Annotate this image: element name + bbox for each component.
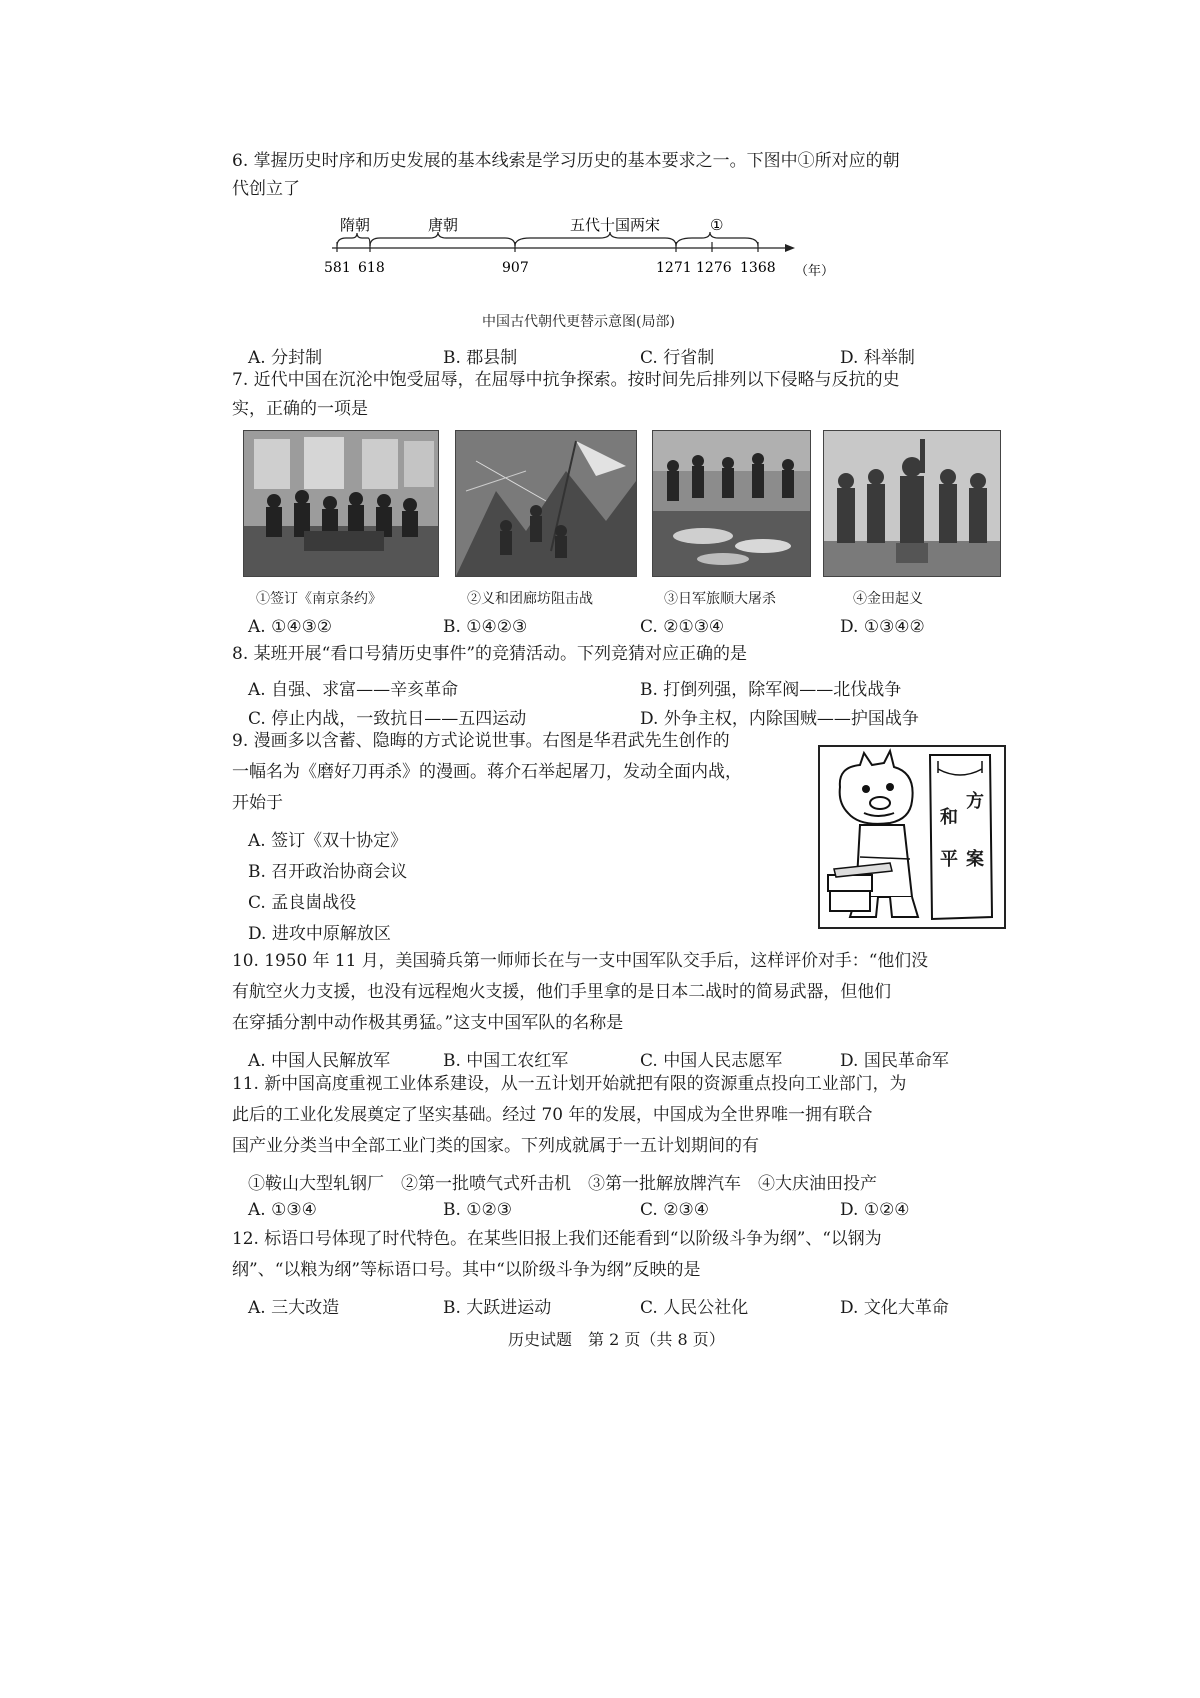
q10-stem-line1: 10. 1950 年 11 月，美国骑兵第一师师长在与一支中国军队交手后，这样评价对手：“他们没 xyxy=(232,951,929,971)
q7-option-d: D. ①③④② xyxy=(840,617,925,637)
cartoon-char-an: 案 xyxy=(966,849,984,870)
timeline-label-sui: 隋朝 xyxy=(340,216,371,234)
timeline-label-circle1: ① xyxy=(710,216,724,234)
cartoon-sharpen-knife xyxy=(818,745,1006,929)
q7-stem-line2: 实，正确的一项是 xyxy=(232,399,368,419)
page-footer: 历史试题 第 2 页（共 8 页） xyxy=(508,1330,725,1349)
cartoon-char-ping: 平 xyxy=(940,849,958,870)
q12-option-a: A. 三大改造 xyxy=(248,1298,340,1318)
timeline-year-1368: 1368 xyxy=(740,260,776,276)
caption-2: ②义和团廊坊阻击战 xyxy=(467,591,593,607)
q11-option-b: B. ①②③ xyxy=(443,1200,513,1220)
q9-stem-line3: 开始于 xyxy=(232,793,283,813)
caption-3: ③日军旅顺大屠杀 xyxy=(664,591,776,607)
dynasty-timeline xyxy=(324,216,860,306)
q12-option-d: D. 文化大革命 xyxy=(840,1298,949,1318)
q11-stem-line1: 11. 新中国高度重视工业体系建设，从一五计划开始就把有限的资源重点投向工业部门，为 xyxy=(232,1074,907,1094)
q8-option-b: B. 打倒列强，除军阀——北伐战争 xyxy=(640,680,902,700)
photo-lushun-massacre xyxy=(652,430,811,577)
timeline-year-581: 581 xyxy=(324,260,351,276)
q11-stem-line2: 此后的工业化发展奠定了坚实基础。经过 70 年的发展，中国成为全世界唯一拥有联合 xyxy=(232,1105,873,1125)
q8-option-a: A. 自强、求富——辛亥革命 xyxy=(248,680,459,700)
q6-option-d: D. 科举制 xyxy=(840,348,915,368)
q10-stem-line3: 在穿插分割中动作极其勇猛。”这支中国军队的名称是 xyxy=(232,1013,624,1033)
timeline-year-1276: 1276 xyxy=(696,260,732,276)
q10-option-a: A. 中国人民解放军 xyxy=(248,1051,391,1071)
cartoon-char-he: 和 xyxy=(940,807,958,828)
q6-option-a: A. 分封制 xyxy=(248,348,323,368)
q11-option-a: A. ①③④ xyxy=(248,1200,317,1220)
q10-stem-line2: 有航空火力支援，也没有远程炮火支援，他们手里拿的是日本二战时的简易武器，但他们 xyxy=(232,982,892,1002)
q11-stem-line3: 国产业分类当中全部工业门类的国家。下列成就属于一五计划期间的有 xyxy=(232,1136,759,1156)
q8-stem: 8. 某班开展“看口号猜历史事件”的竞猜活动。下列竞猜对应正确的是 xyxy=(232,644,748,664)
q12-option-b: B. 大跃进运动 xyxy=(443,1298,552,1318)
timeline-year-618: 618 xyxy=(358,260,385,276)
q6-option-b: B. 郡县制 xyxy=(443,348,518,368)
q7-option-b: B. ①④②③ xyxy=(443,617,528,637)
timeline-caption: 中国古代朝代更替示意图(局部) xyxy=(482,314,675,330)
q9-option-a: A. 签订《双十协定》 xyxy=(248,831,408,851)
photo-nanjing-treaty xyxy=(243,430,439,577)
q11-option-c: C. ②③④ xyxy=(640,1200,709,1220)
q11-items: ①鞍山大型轧钢厂 ②第一批喷气式歼击机 ③第一批解放牌汽车 ④大庆油田投产 xyxy=(248,1174,877,1194)
timeline-label-tang: 唐朝 xyxy=(428,216,459,234)
q10-option-d: D. 国民革命军 xyxy=(840,1051,949,1071)
q8-option-c: C. 停止内战，一致抗日——五四运动 xyxy=(248,709,527,729)
q9-stem-line1: 9. 漫画多以含蓄、隐晦的方式论说世事。右图是华君武先生创作的 xyxy=(232,731,730,751)
caption-1: ①签订《南京条约》 xyxy=(256,591,382,607)
q9-option-d: D. 进攻中原解放区 xyxy=(248,924,391,944)
caption-4: ④金田起义 xyxy=(853,591,923,607)
q6-stem-line1: 6. 掌握历史时序和历史发展的基本线索是学习历史的基本要求之一。下图中①所对应的朝 xyxy=(232,151,900,171)
timeline-braces xyxy=(337,232,758,246)
timeline-ticks xyxy=(337,242,758,252)
q8-option-d: D. 外争主权，内除国贼——护国战争 xyxy=(640,709,919,729)
q7-option-a: A. ①④③② xyxy=(248,617,333,637)
q12-option-c: C. 人民公社化 xyxy=(640,1298,749,1318)
timeline-unit: （年） xyxy=(795,264,835,279)
q6-option-c: C. 行省制 xyxy=(640,348,715,368)
q9-stem-line2: 一幅名为《磨好刀再杀》的漫画。蒋介石举起屠刀，发动全面内战， xyxy=(232,762,742,782)
timeline-label-wudai-song: 五代十国两宋 xyxy=(570,216,661,234)
cartoon-char-fang: 方 xyxy=(966,791,984,812)
q9-option-c: C. 孟良崮战役 xyxy=(248,893,357,913)
q12-stem-line2: 纲”、“以粮为纲”等标语口号。其中“以阶级斗争为纲”反映的是 xyxy=(232,1260,701,1280)
q10-option-c: C. 中国人民志愿军 xyxy=(640,1051,783,1071)
timeline-year-1271: 1271 xyxy=(656,260,692,276)
timeline-arrow xyxy=(785,244,795,252)
q7-stem-line1: 7. 近代中国在沉沦中饱受屈辱，在屈辱中抗争探索。按时间先后排列以下侵略与反抗的史 xyxy=(232,370,900,390)
q7-option-c: C. ②①③④ xyxy=(640,617,725,637)
q9-option-b: B. 召开政治协商会议 xyxy=(248,862,408,882)
q12-stem-line1: 12. 标语口号体现了时代特色。在某些旧报上我们还能看到“以阶级斗争为纲”、“以钢为 xyxy=(232,1229,882,1249)
timeline-year-907: 907 xyxy=(502,260,529,276)
photo-jintian-statue xyxy=(823,430,1001,577)
q11-option-d: D. ①②④ xyxy=(840,1200,910,1220)
q10-option-b: B. 中国工农红军 xyxy=(443,1051,569,1071)
photo-boxer-battle xyxy=(455,430,637,577)
q6-stem-line2: 代创立了 xyxy=(232,179,300,199)
